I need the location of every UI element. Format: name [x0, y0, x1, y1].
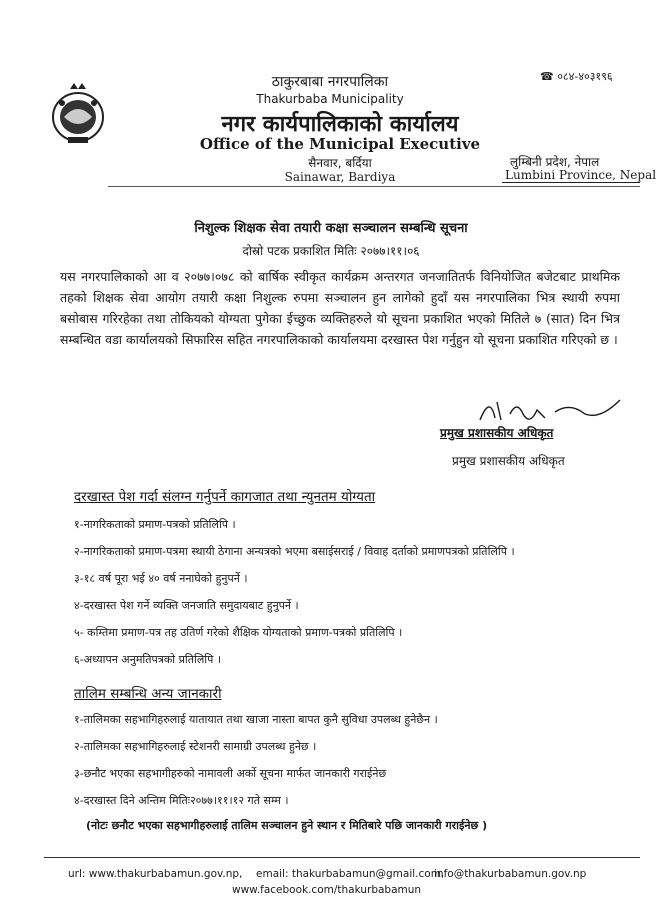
notice-title: निशुल्क शिक्षक सेवा तयारी कक्षा सञ्चालन सम्बन्धि सूचना	[194, 221, 468, 236]
publication-date: दोस्रो पटक प्रकाशित मितिः २०७७।११।०६	[242, 244, 420, 258]
phone-number: ☎ ०८४-४०३१९६	[540, 70, 613, 83]
requirement-item: ३-१८ वर्ष पूरा भई ४० वर्ष ननाघेको हुनुपर्ने ।	[74, 572, 248, 585]
training-item: ३-छनौट भएका सहभागीहरुको नामावली अर्को सूचना मार्फत जानकारी गराईनेछ	[74, 767, 387, 780]
office-name-np: नगर कार्यपालिकाको कार्यालय	[221, 112, 459, 137]
municipality-name-np: ठाकुरबाबा नगरपालिका	[271, 74, 389, 90]
header-divider	[108, 186, 640, 187]
training-item: १-तालिमका सहभागिहरुलाई यातायात तथा खाजा नास्ता बापत कुनै सुविधा उपलब्ध हुनेछैन ।	[74, 713, 438, 726]
province-underline	[502, 182, 640, 183]
footer-email-info: info@thakurbabamun.gov.np	[434, 868, 587, 880]
office-name-en: Office of the Municipal Executive	[199, 135, 481, 153]
footer-divider	[44, 857, 640, 858]
location-np: सैनवार, बर्दिया	[308, 156, 372, 170]
location-en: Sainawar, Bardiya	[284, 170, 396, 184]
notice-body: यस नगरपालिकाको आ व २०७७।०७८ को बार्षिक स्वीकृत कार्यक्रम अन्तरगत जनजातितर्फ विनियोजित बजेटबाट प्राथमिक तहको शिक्षक सेवा आयोग तयारी कक्षा निशुल्क रुपमा सञ्चालन हुन लागेको हुदाँ यस नगरपालिका भित्र स्थायी रुपमा बसोबास गरिरहेका तथा तोकियको योग्यता पुगेका ईच्छुक व्यक्तिहरुले यो सूचना प्रकाशित भएको मितिले ७ (सात) दिन भित्र सम्बन्धित वडा कार्यालयको सिफारिस सहित नगरपालिकाको कार्यालयमा दरखास्त पेश गर्नुहुन यो सूचना प्रकाशित गरिएको छ ।	[60, 269, 620, 347]
province-en: Lumbini Province, Nepal	[505, 168, 657, 182]
requirement-item: १-नागरिकताको प्रमाण-पत्रको प्रतिलिपि ।	[74, 518, 236, 531]
province-np: लुम्बिनी प्रदेश, नेपाल	[510, 155, 600, 169]
requirement-item: ६-अध्यापन अनुमतिपत्रको प्रतिलिपि ।	[74, 653, 222, 666]
requirement-item: ५- कम्तिमा प्रमाण-पत्र तह उतिर्ण गरेको शैक्षिक योग्यताको प्रमाण-पत्रको प्रतिलिपि ।	[74, 626, 403, 639]
signatory-title: प्रमुख प्रशासकीय अधिकृत	[452, 454, 565, 468]
training-item: २-तालिमका सहभागिहरुलाई स्टेशनरी सामाग्री उपलब्ध हुनेछ ।	[74, 740, 317, 753]
signature-stamp: प्रमुख प्रशासकीय अधिकृत	[440, 426, 554, 440]
footer-url: url: www.thakurbabamun.gov.np,	[68, 868, 243, 880]
training-item: ४-दरखास्त दिने अन्तिम मितिः२०७७।११।१२ गते सम्म ।	[74, 794, 289, 807]
municipality-name-en: Thakurbaba Municipality	[256, 92, 404, 106]
footer-facebook: www.facebook.com/thakurbabamun	[232, 884, 422, 896]
training-heading: तालिम सम्बन्धि अन्य जानकारी	[74, 686, 222, 702]
footer-email: email: thakurbabamun@gmail.com,	[256, 868, 445, 880]
requirements-heading: दरखास्त पेश गर्दा संलग्न गर्नुपर्ने कागजात तथा न्युनतम योग्यता	[74, 489, 376, 505]
requirement-item: ४-दरखास्त पेश गर्ने व्यक्ति जनजाति समुदायबाट हुनुपर्ने ।	[74, 599, 299, 612]
nepal-emblem-logo	[50, 83, 106, 145]
requirement-item: २-नागरिकताको प्रमाण-पत्रमा स्थायी ठेगाना अन्यत्रको भएमा बसाईसराई / विवाह दर्ताको प्रमाणपत्रको प्रतिलिपि ।	[74, 545, 515, 558]
training-note: (नोटः छनौट भएका सहभागीहरुलाई तालिम सञ्चालन हुने स्थान र मितिबारे पछि जानकारी गराईनेछ )	[86, 819, 488, 832]
